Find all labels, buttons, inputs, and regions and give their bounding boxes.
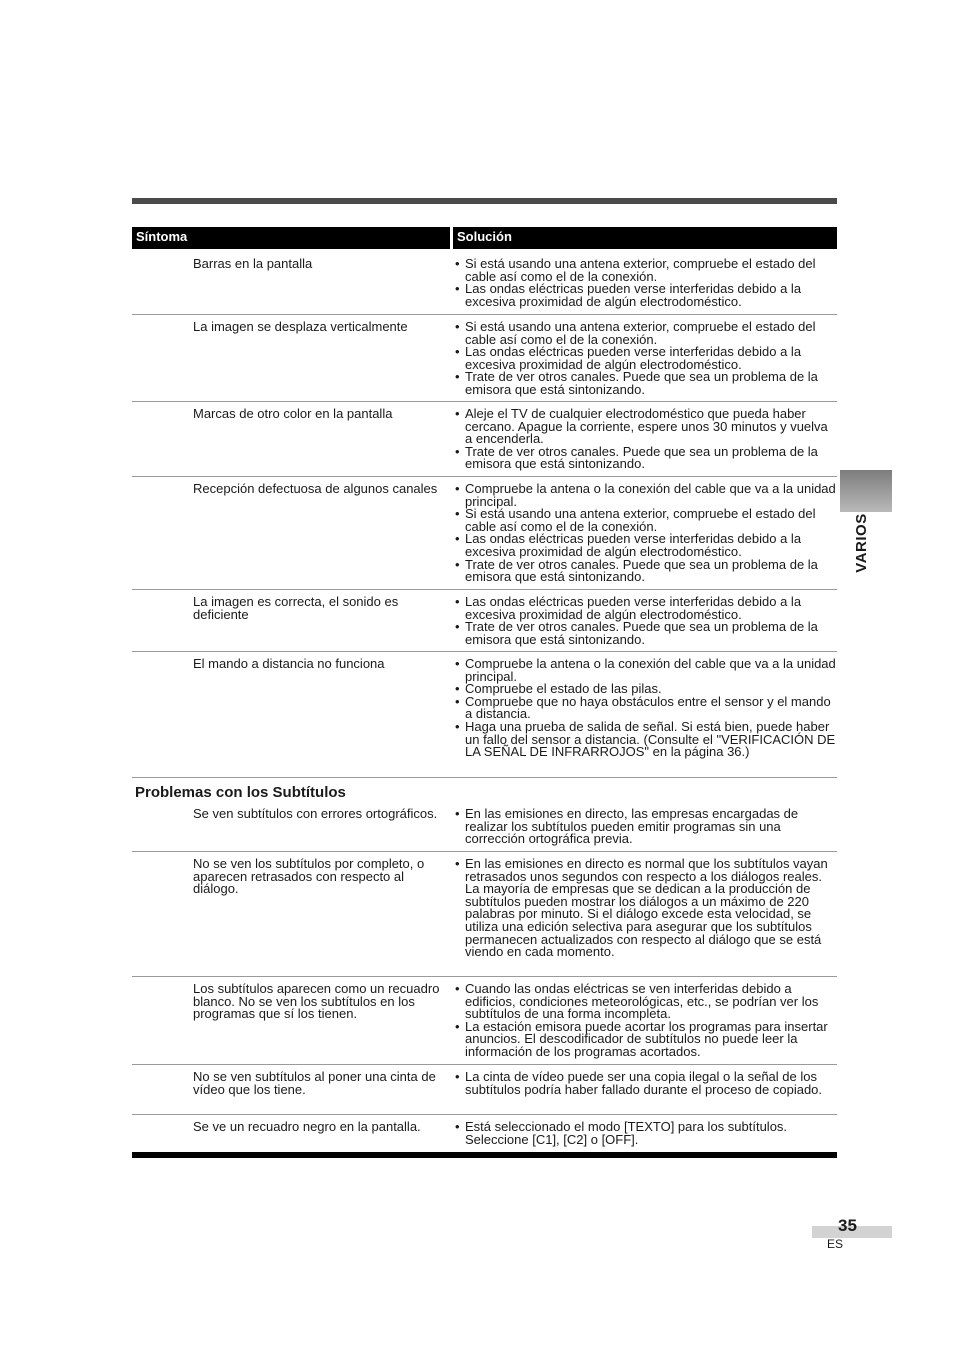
solution-list (453, 858, 837, 959)
troubleshooting-table (132, 252, 837, 1155)
symptom-cell: Se ve un recuadro negro en la pantalla. (193, 1119, 421, 1134)
solution-cell (453, 315, 837, 401)
solution-item: • La estación emisora puede acortar los programas para insertar anuncios. El descodificador de subtítulos no puede leer la información de los programas acortados. (453, 1021, 837, 1059)
section-title-subtitles: Problemas con los Subtítulos (135, 784, 346, 801)
solution-item: • Trate de ver otros canales. Puede que sea un problema de la emisora que está sintonizando. (453, 371, 837, 396)
symptom-cell: La imagen se desplaza verticalmente (193, 319, 408, 334)
solution-cell (453, 1115, 837, 1155)
header-solution: Solución (453, 227, 837, 249)
solution-item: • Haga una prueba de salida de señal. Si está bien, puede haber un fallo del sensor a distancia. (Consulte el "VERIFICACIÓN DE LA SEÑAL DE INFRARROJOS" en la página 36.) (453, 721, 837, 759)
solution-cell (453, 477, 837, 589)
solution-item: • La cinta de vídeo puede ser una copia ilegal o la señal de los subtítulos podría haber fallado durante el proceso de copiado. (453, 1071, 837, 1096)
solution-item: • Está seleccionado el modo [TEXTO] para los subtítulos. Seleccione [C1], [C2] o [OFF]. (453, 1121, 837, 1146)
solution-cell (453, 402, 837, 476)
solution-list (453, 983, 837, 1059)
solution-list (453, 1121, 837, 1146)
solution-item: • Compruebe que no haya obstáculos entre el sensor y el mando a distancia. (453, 696, 837, 721)
solution-cell (453, 590, 837, 651)
solution-item: • Trate de ver otros canales. Puede que sea un problema de la emisora que está sintonizando. (453, 559, 837, 584)
solution-cell (453, 252, 837, 314)
solution-cell (453, 1065, 837, 1114)
table-row (132, 315, 837, 402)
table-row (132, 852, 837, 977)
solution-item: • Compruebe el estado de las pilas. (453, 683, 837, 696)
solution-list (453, 596, 837, 646)
rows-subtitles (132, 802, 837, 1155)
table-row (132, 1065, 837, 1115)
symptom-cell: El mando a distancia no funciona (193, 656, 385, 671)
bottom-rule (132, 1152, 837, 1158)
solution-list (453, 1071, 837, 1096)
table-row (132, 590, 837, 652)
table-row (132, 477, 837, 590)
solution-item: • Si está usando una antena exterior, compruebe el estado del cable así como el de la conexión. (453, 321, 837, 346)
page-language: ES (827, 1237, 844, 1251)
solution-item: • Las ondas eléctricas pueden verse interferidas debido a la excesiva proximidad de algún electrodoméstico. (453, 533, 837, 558)
header-symptom: Síntoma (132, 227, 450, 249)
solution-cell (453, 802, 837, 851)
symptom-cell: Marcas de otro color en la pantalla (193, 406, 393, 421)
symptom-cell: Barras en la pantalla (193, 256, 313, 271)
solution-list (453, 408, 837, 471)
symptom-cell: No se ven subtítulos al poner una cinta de vídeo que los tiene. (193, 1069, 436, 1097)
table-row (132, 652, 837, 778)
page-number: 35 (838, 1216, 857, 1235)
solution-item: • Cuando las ondas eléctricas se ven interferidas debido a edificios, condiciones meteorológicas, etc., se podrían ver los subtítulos de una forma incompleta. (453, 983, 837, 1021)
solution-item: • Si está usando una antena exterior, compruebe el estado del cable así como el de la conexión. (453, 508, 837, 533)
solution-list (453, 258, 837, 308)
solution-list (453, 483, 837, 584)
solution-item: • Las ondas eléctricas pueden verse interferidas debido a la excesiva proximidad de algún electrodoméstico. (453, 283, 837, 308)
table-row (132, 1115, 837, 1155)
side-tab-label: VARIOS (853, 513, 870, 573)
table-row (132, 252, 837, 315)
solution-item: • Las ondas eléctricas pueden verse interferidas debido a la excesiva proximidad de algún electrodoméstico. (453, 346, 837, 371)
solution-item: • En las emisiones en directo, las empresas encargadas de realizar los subtítulos pueden emitir programas sin una corrección ortográfica previa. (453, 808, 837, 846)
symptom-cell: Los subtítulos aparecen como un recuadro blanco. No se ven los subtítulos en los programas que sí los tienen. (193, 981, 440, 1022)
solution-item: • Las ondas eléctricas pueden verse interferidas debido a la excesiva proximidad de algún electrodoméstico. (453, 596, 837, 621)
solution-item: • Compruebe la antena o la conexión del cable que va a la unidad principal. (453, 483, 837, 508)
table-row (132, 402, 837, 477)
solution-cell (453, 652, 837, 777)
rows-general (132, 252, 837, 778)
solution-list (453, 808, 837, 846)
top-rule (132, 198, 837, 204)
solution-item: • Aleje el TV de cualquier electrodoméstico que pueda haber cercano. Apague la corriente, espere unos 30 minutos y vuelva a encenderla. (453, 408, 837, 446)
solution-item: • Trate de ver otros canales. Puede que sea un problema de la emisora que está sintonizando. (453, 446, 837, 471)
symptom-cell: La imagen es correcta, el sonido es deficiente (193, 594, 399, 622)
symptom-cell: No se ven los subtítulos por completo, o aparecen retrasados con respecto al diálogo. (193, 856, 425, 897)
solution-item: • Trate de ver otros canales. Puede que sea un problema de la emisora que está sintonizando. (453, 621, 837, 646)
solution-list (453, 658, 837, 759)
solution-item: • En las emisiones en directo es normal que los subtítulos vayan retrasados unos segundos con respecto a los diálogos reales. La mayoría de empresas que se dedican a la producción de subtítulos pueden mostrar los diálogos a un máximo de 220 palabras por minuto. Si el diálogo excede esta velocidad, se utiliza una edición selectiva para asegurar que los subtítulos permanecen actualizados con respecto al diálogo que se está viendo en cada momento. (453, 858, 837, 959)
table-row (132, 977, 837, 1065)
solution-item: • Si está usando una antena exterior, compruebe el estado del cable así como el de la conexión. (453, 258, 837, 283)
solution-list (453, 321, 837, 397)
solution-cell (453, 977, 837, 1064)
solution-item: • Compruebe la antena o la conexión del cable que va a la unidad principal. (453, 658, 837, 683)
symptom-cell: Recepción defectuosa de algunos canales (193, 481, 438, 496)
table-row (132, 802, 837, 852)
solution-cell (453, 852, 837, 976)
symptom-cell: Se ven subtítulos con errores ortográficos. (193, 806, 438, 821)
